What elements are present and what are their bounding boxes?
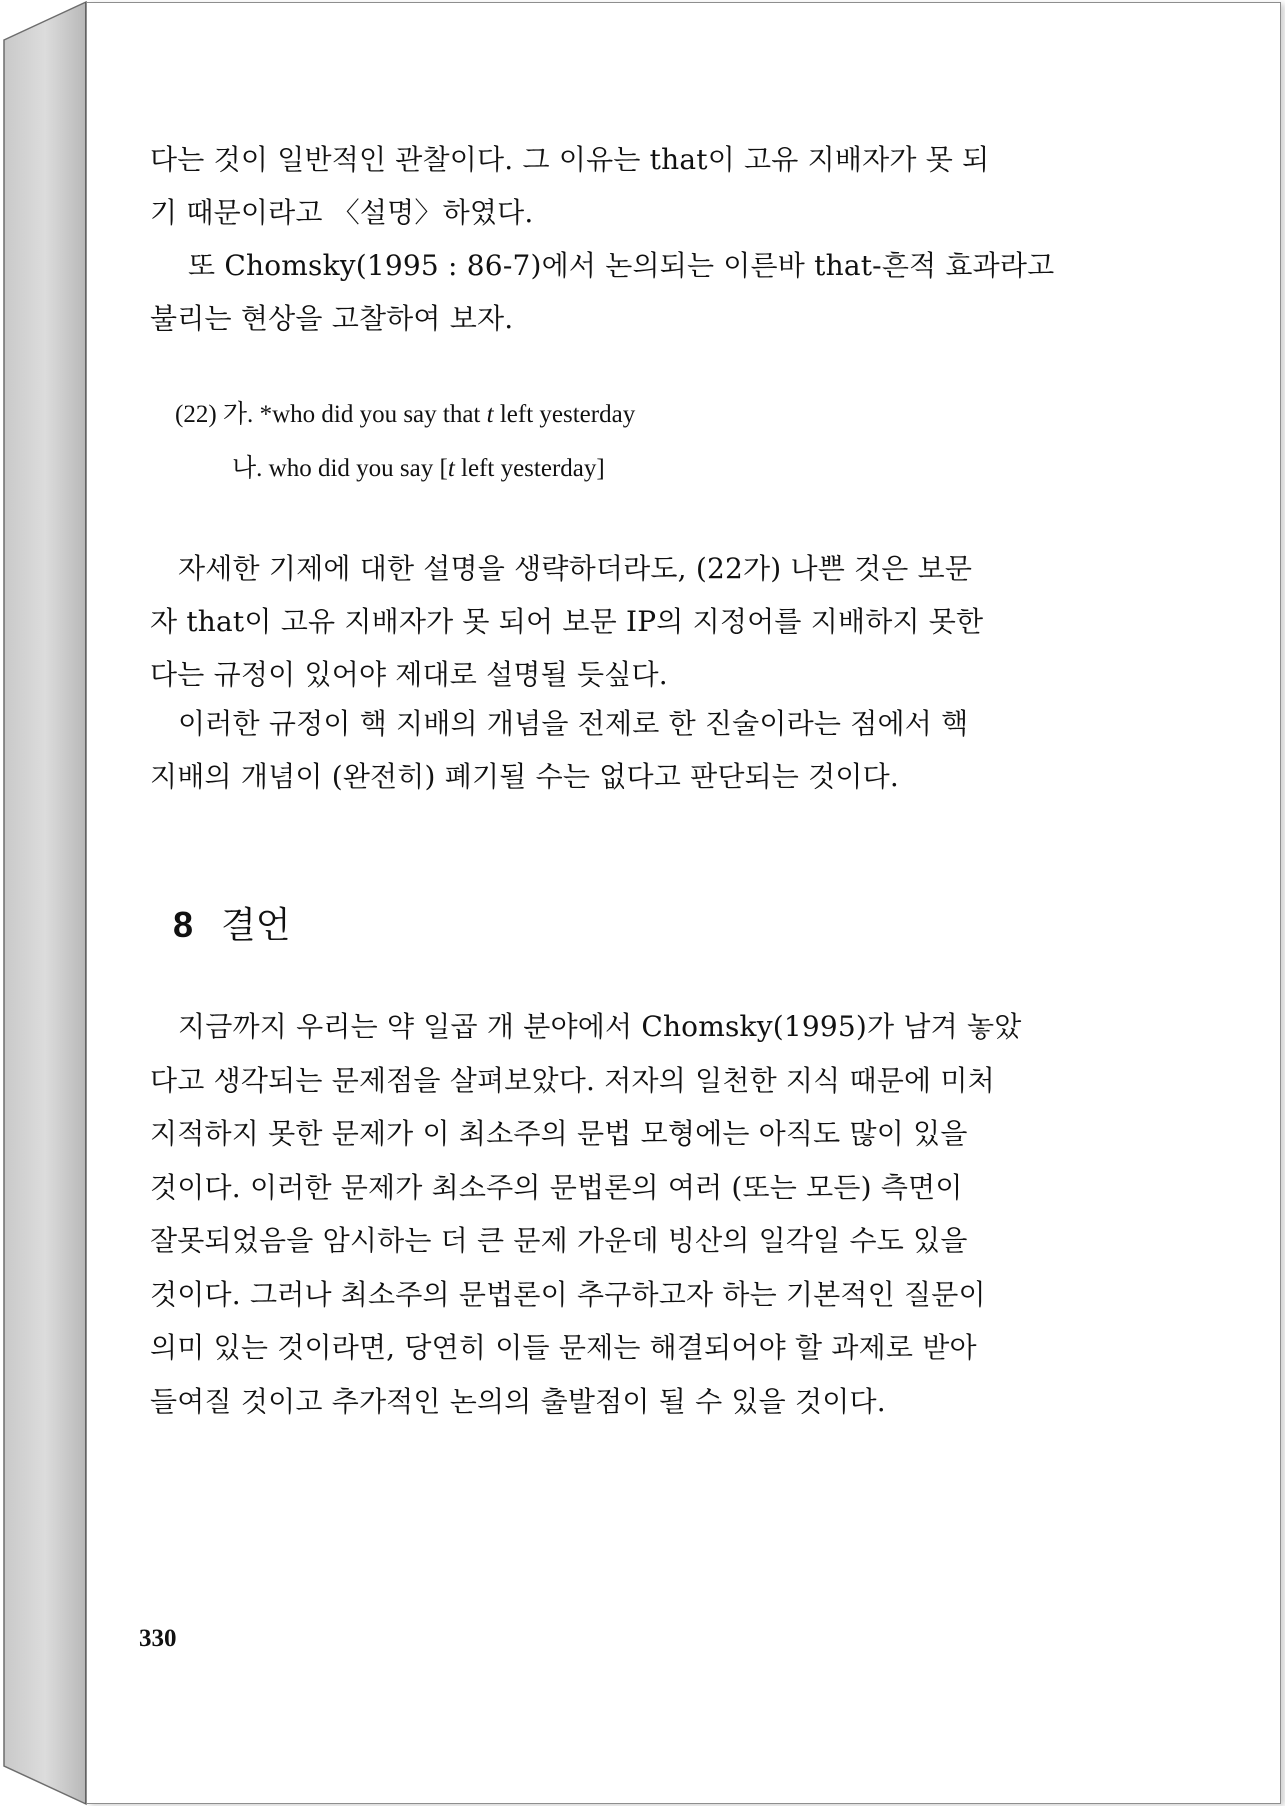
example-a-post: left yesterday <box>493 401 636 428</box>
paragraph-5-line-6: 것이다. 그러나 최소주의 문법론이 추구하고자 하는 기본적인 질문이 <box>150 1277 986 1311</box>
paragraph-5-line-2: 다고 생각되는 문제점을 살펴보았다. 저자의 일천한 지식 때문에 미처 <box>150 1063 995 1097</box>
section-heading <box>173 900 291 950</box>
paragraph-5 <box>150 1000 1125 1428</box>
paragraph-5-line-7: 의미 있는 것이라면, 당연히 이들 문제는 해결되어야 할 과제로 받아 <box>150 1331 977 1364</box>
section-title: 결언 <box>221 904 291 945</box>
paragraph-2 <box>150 239 1125 345</box>
example-b-post: left yesterday] <box>454 455 605 482</box>
paragraph-5-line-5: 잘못되었음을 암시하는 더 큰 문제 가운데 빙산의 일각일 수도 있을 <box>150 1224 968 1257</box>
book-spine <box>0 0 90 1806</box>
paragraph-3 <box>150 542 1125 701</box>
example-a-pre: *who did you say that <box>259 401 487 428</box>
trace-symbol-a: t <box>486 401 494 428</box>
example-b-marker: 나. <box>232 455 263 482</box>
paragraph-2-line-1: 또 Chomsky(1995 : 86-7)에서 논의되는 이른바 that-흔적 효과라고 <box>188 249 1055 282</box>
paragraph-5-line-1: 지금까지 우리는 약 일곱 개 분야에서 Chomsky(1995)가 남겨 놓았 <box>178 1010 1022 1043</box>
paragraph-4-line-2: 지배의 개념이 (완전히) 폐기될 수는 없다고 판단되는 것이다. <box>150 760 900 793</box>
paragraph-4 <box>150 697 1125 803</box>
example-number: (22) <box>175 401 217 428</box>
paragraph-5-line-3: 지적하지 못한 문제가 이 최소주의 문법 모형에는 아직도 많이 있을 <box>150 1117 968 1150</box>
paragraph-1-line-1: 다는 것이 일반적인 관찰이다. 그 이유는 that이 고유 지배자가 못 되 <box>150 143 990 176</box>
example-row-a <box>175 388 635 442</box>
paragraph-2-line-2: 불리는 현상을 고찰하여 보자. <box>150 302 514 335</box>
paragraph-5-line-4: 것이다. 이러한 문제가 최소주의 문법론의 여러 (또는 모든) 측면이 <box>150 1170 963 1204</box>
paragraph-5-line-8: 들여질 것이고 추가적인 논의의 출발점이 될 수 있을 것이다. <box>150 1384 886 1418</box>
example-b-pre: who did you say [ <box>268 455 448 482</box>
example-a-marker: 가. <box>222 401 254 428</box>
paragraph-1-line-2: 기 때문이라고 〈설명〉하였다. <box>150 196 534 229</box>
section-number: 8 <box>173 904 194 945</box>
paragraph-3-line-3: 다는 규정이 있어야 제대로 설명될 듯싶다. <box>150 658 668 691</box>
example-22 <box>175 388 635 496</box>
paragraph-3-line-2: 자 that이 고유 지배자가 못 되어 보문 IP의 지정어를 지배하지 못한 <box>150 605 984 638</box>
trace-symbol-b: t <box>447 455 455 482</box>
page-number: 330 <box>139 1625 177 1652</box>
paragraph-3-line-1: 자세한 기제에 대한 설명을 생략하더라도, (22가) 나쁜 것은 보문 <box>178 552 973 585</box>
example-row-b <box>175 442 635 496</box>
paragraph-1 <box>150 133 1125 239</box>
paragraph-4-line-1: 이러한 규정이 핵 지배의 개념을 전제로 한 진술이라는 점에서 핵 <box>178 707 969 740</box>
